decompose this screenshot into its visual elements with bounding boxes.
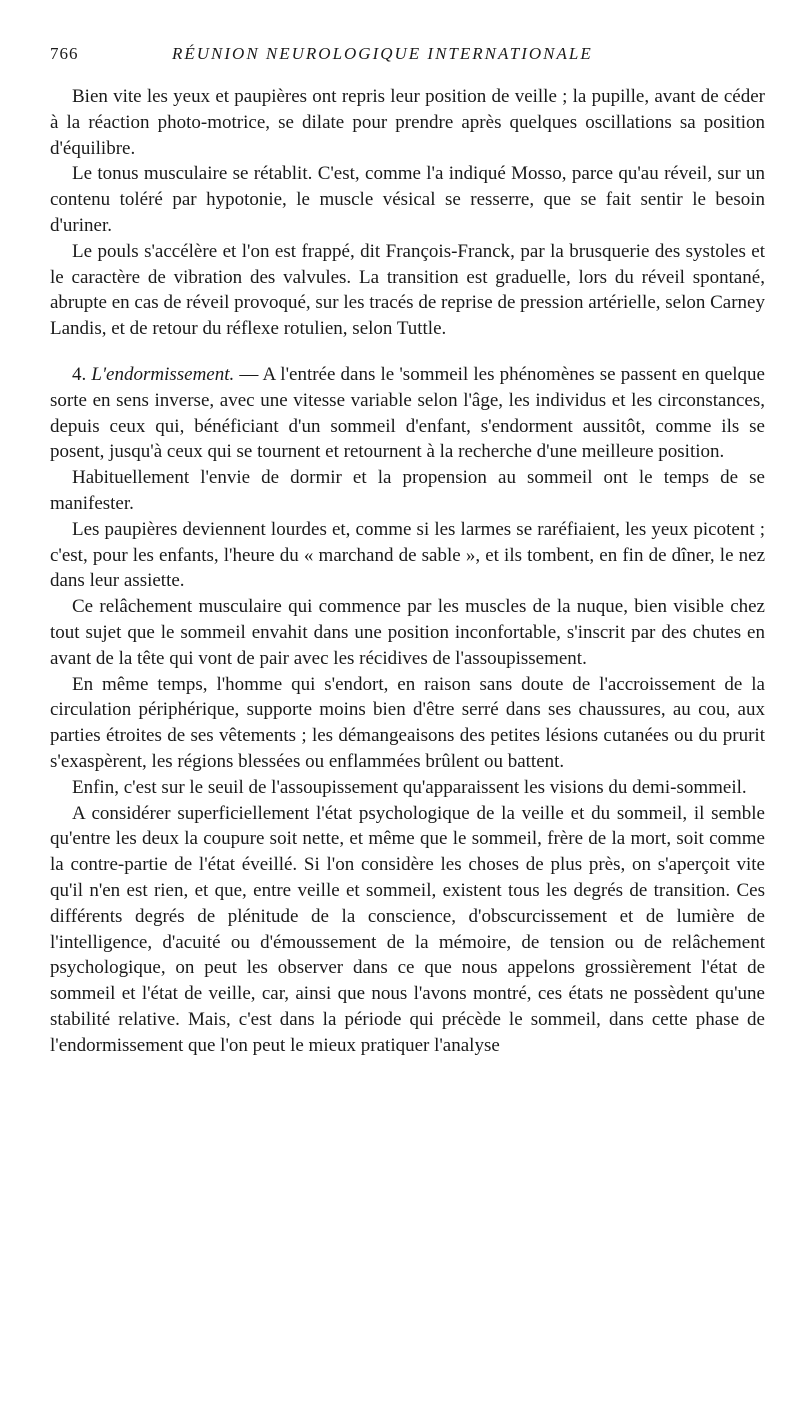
paragraph: En même temps, l'homme qui s'endort, en raison sans doute de l'accroissement de la circulation périphérique, supporte moins bien d'être serré dans ses chaussures, au cou, aux parties étroites de ses vêtements ; les démangeaisons des petites lésions cutanées ou du prurit s'exaspèrent, les régions blessées ou enflammées brûlent ou battent.	[50, 673, 765, 772]
paragraph: Le pouls s'accélère et l'on est frappé, dit François-Franck, par la brusquerie des systoles et le caractère de vibration des valvules. La transition est graduelle, lors du réveil spontané, abrupte en cas de réveil provoqué, sur les tracés de reprise de pression artérielle, selon Carney Landis, et de retour du réflexe rotulien, selon Tuttle.	[50, 240, 765, 340]
paragraph: Habituellement l'envie de dormir et la propension au sommeil ont le temps de se manifester.	[50, 467, 765, 514]
page-number: 766	[50, 44, 79, 63]
section-paragraph	[50, 362, 765, 465]
document-page	[50, 44, 765, 1058]
page-header	[50, 44, 765, 74]
section-text: — A l'entrée dans le 'sommeil les phénomènes se passent en quelque sorte en sens inverse, avec une vitesse variable selon l'âge, les individus et les circonstances, depuis ceux qui, bénéficiant d'un sommeil d'enfant, s'endorment aussitôt, comme ils se posent, jusqu'à ceux qui se tournent et retournent à la recherche d'une meilleure position.	[50, 363, 765, 463]
section-number: 4.	[72, 363, 87, 385]
paragraph: Bien vite les yeux et paupières ont repris leur position de veille ; la pupille, avant de céder à la réaction photo-motrice, se dilate pour prendre après quelques oscillations sa position d'équilibre.	[50, 86, 765, 159]
paragraph: Les paupières deviennent lourdes et, comme si les larmes se raréfiaient, les yeux picotent ; c'est, pour les enfants, l'heure du « marchand de sable », et ils tombent, en fin de dîner, le nez dans leur assiette.	[50, 518, 765, 592]
body-text	[50, 84, 765, 1058]
paragraph: Ce relâchement musculaire qui commence par les muscles de la nuque, bien visible chez tout sujet que le sommeil envahit dans une position inconfortable, s'inscrit par des chutes en avant de la tête qui vont de pair avec les récidives de l'assoupissement.	[50, 596, 765, 669]
paragraph: A considérer superficiellement l'état psychologique de la veille et du sommeil, il semble qu'entre les deux la coupure soit nette, et même que le sommeil, frère de la mort, soit comme la contre-partie de l'état éveillé. Si l'on considère les choses de plus près, on s'aperçoit vite qu'il n'en est rien, et que, entre veille et sommeil, existent tous les degrés de transition. Ces différents degrés de plénitude de la conscience, d'obscurcissement et de lumière de l'intelligence, d'acuité ou d'émoussement de la mémoire, de tension ou de relâchement psychologique, on peut les observer dans ce que nous appelons grossièrement l'état de sommeil et l'état de veille, car, ainsi que nous l'avons montré, ces états ne possèdent qu'une stabilité relative. Mais, c'est dans la période qui précède le sommeil, dans cette phase de l'endormissement que l'on peut le mieux pratiquer l'analyse	[50, 802, 765, 1056]
section-title: L'endormissement.	[91, 363, 235, 385]
paragraph: Le tonus musculaire se rétablit. C'est, comme l'a indiqué Mosso, parce qu'au réveil, sur un contenu toléré par hypotonie, le muscle vésical se resserre, que se fait sentir le besoin d'uriner.	[50, 163, 765, 236]
paragraph: Enfin, c'est sur le seuil de l'assoupissement qu'apparaissent les visions du demi-sommeil.	[72, 776, 747, 798]
running-title: RÉUNION NEUROLOGIQUE INTERNATIONALE	[172, 44, 593, 63]
